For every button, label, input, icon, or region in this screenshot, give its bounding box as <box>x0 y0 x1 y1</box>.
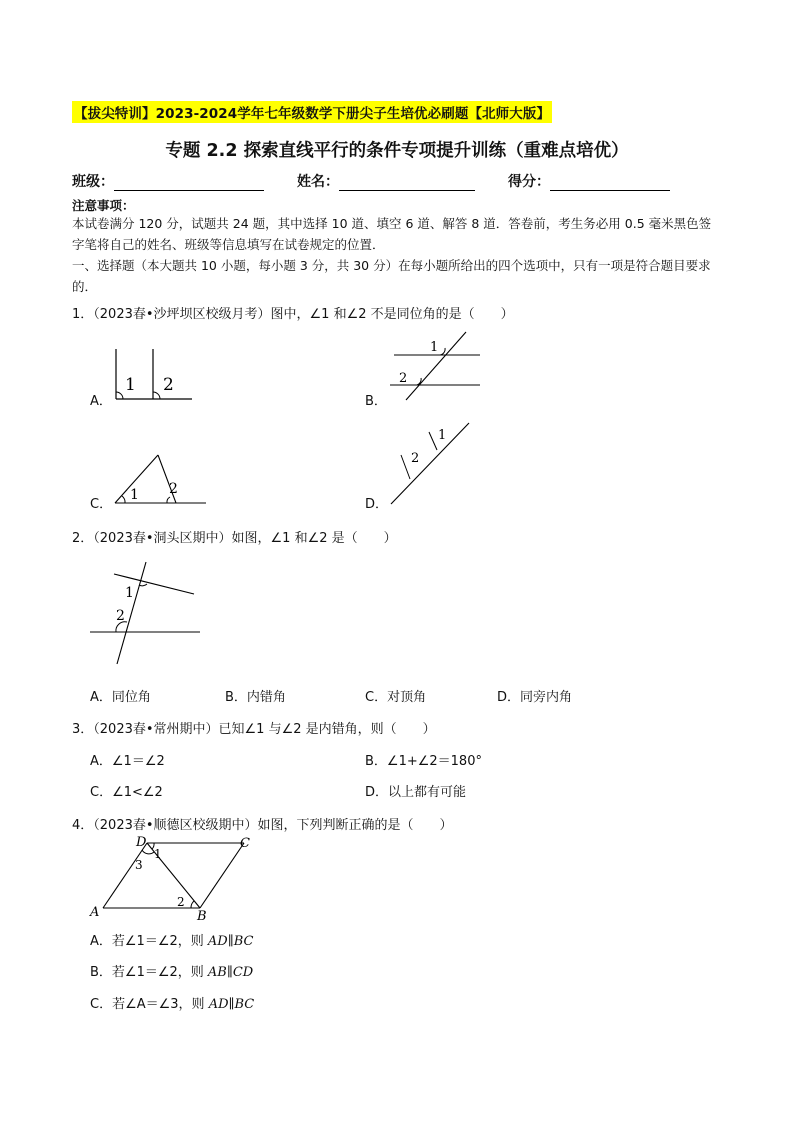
q1-figure-a <box>110 345 200 405</box>
q1-option-b[interactable]: B． <box>365 394 387 409</box>
question-2-stem: 2．（2023春•洞头区期中）如图，∠1 和∠2 是（ ） <box>72 531 397 546</box>
q2-option-a[interactable]: A．同位角 <box>90 690 151 705</box>
class-blank[interactable] <box>114 176 264 191</box>
q2-option-d[interactable]: D．同旁内角 <box>497 690 573 705</box>
q4-option-c-math: AD∥BC <box>208 997 255 1012</box>
question-4-stem: 4．（2023春•顺德区校级期中）如图，下列判断正确的是（ ） <box>72 818 453 833</box>
q1d-label-1: 1 <box>438 428 447 443</box>
q4-label-D: D <box>136 835 147 850</box>
q3-option-d[interactable]: D．以上都有可能 <box>365 785 467 800</box>
q2-figure <box>88 560 200 668</box>
q1a-label-2: 2 <box>163 375 174 395</box>
series-banner: 【拔尖特训】2023-2024学年七年级数学下册尖子生培优必刷题【北师大版】 <box>72 101 552 123</box>
question-1-stem: 1．（2023春•沙坪坝区校级月考）图中，∠1 和∠2 不是同位角的是（ ） <box>72 307 514 322</box>
q4-option-b-math: AB∥CD <box>207 965 254 980</box>
q4-figure <box>88 834 258 924</box>
q1b-label-1: 1 <box>430 340 439 355</box>
q4-label-1: 1 <box>154 847 162 861</box>
q4-label-C: C <box>240 836 250 851</box>
q1-option-a[interactable]: A． <box>90 394 112 409</box>
name-label: 姓名： <box>297 174 339 190</box>
q2-label-1: 1 <box>125 585 134 601</box>
score-field[interactable] <box>508 171 670 191</box>
q1a-label-1: 1 <box>125 375 136 395</box>
q2-option-b[interactable]: B．内错角 <box>225 690 286 705</box>
q4-option-a-text: A．若∠1＝∠2，则 <box>90 934 208 949</box>
q1-option-d[interactable]: D． <box>365 497 389 512</box>
score-label: 得分： <box>508 174 550 190</box>
q1c-label-1: 1 <box>130 487 139 503</box>
q4-option-c[interactable] <box>90 993 254 1012</box>
q3-option-a[interactable]: A．∠1＝∠2 <box>90 754 165 769</box>
q4-option-b[interactable] <box>90 961 253 980</box>
q1c-label-2: 2 <box>169 481 178 497</box>
score-blank[interactable] <box>550 176 670 191</box>
q3-option-c[interactable]: C．∠1<∠2 <box>90 785 163 800</box>
name-blank[interactable] <box>339 176 475 191</box>
q1-option-c[interactable]: C． <box>90 497 113 512</box>
page-title: 专题 2.2 探索直线平行的条件专项提升训练（重难点培优） <box>165 141 629 161</box>
q4-label-A: A <box>90 905 100 920</box>
class-field[interactable] <box>72 171 264 191</box>
q2-option-c[interactable]: C．对顶角 <box>365 690 427 705</box>
class-label: 班级： <box>72 174 114 190</box>
notes-heading: 注意事项： <box>72 198 135 213</box>
q1-figure-c <box>110 452 210 508</box>
q4-option-b-text: B．若∠1＝∠2，则 <box>90 965 208 980</box>
q1b-label-2: 2 <box>399 371 408 386</box>
q4-label-B: B <box>197 909 207 924</box>
section-one-instructions: 一、选择题（本大题共 10 小题，每小题 3 分，共 30 分）在每小题所给出的四个选项中，只有一项是符合题目要求的． <box>72 258 711 294</box>
q4-option-a-math: AD∥BC <box>207 934 254 949</box>
notes-text: 本试卷满分 120 分，试题共 24 题，其中选择 10 道、填空 6 道、解答 8 道．答卷前，考生务必用 0.5 毫米黑色签字笔将自己的姓名、班级等信息填写在试卷规定的位置． <box>72 216 712 252</box>
name-field[interactable] <box>297 171 475 191</box>
q4-label-3: 3 <box>135 858 143 872</box>
q1-figure-d <box>385 420 485 510</box>
q1d-label-2: 2 <box>411 451 420 466</box>
q1-figure-b <box>388 330 488 402</box>
q2-label-2: 2 <box>116 608 125 624</box>
q3-option-b[interactable]: B．∠1+∠2＝180° <box>365 754 482 769</box>
q4-label-2: 2 <box>177 895 185 909</box>
question-3-stem: 3．（2023春•常州期中）已知∠1 与∠2 是内错角，则（ ） <box>72 722 436 737</box>
q4-option-a[interactable] <box>90 930 253 949</box>
q4-option-c-text: C．若∠A＝∠3，则 <box>90 997 209 1012</box>
